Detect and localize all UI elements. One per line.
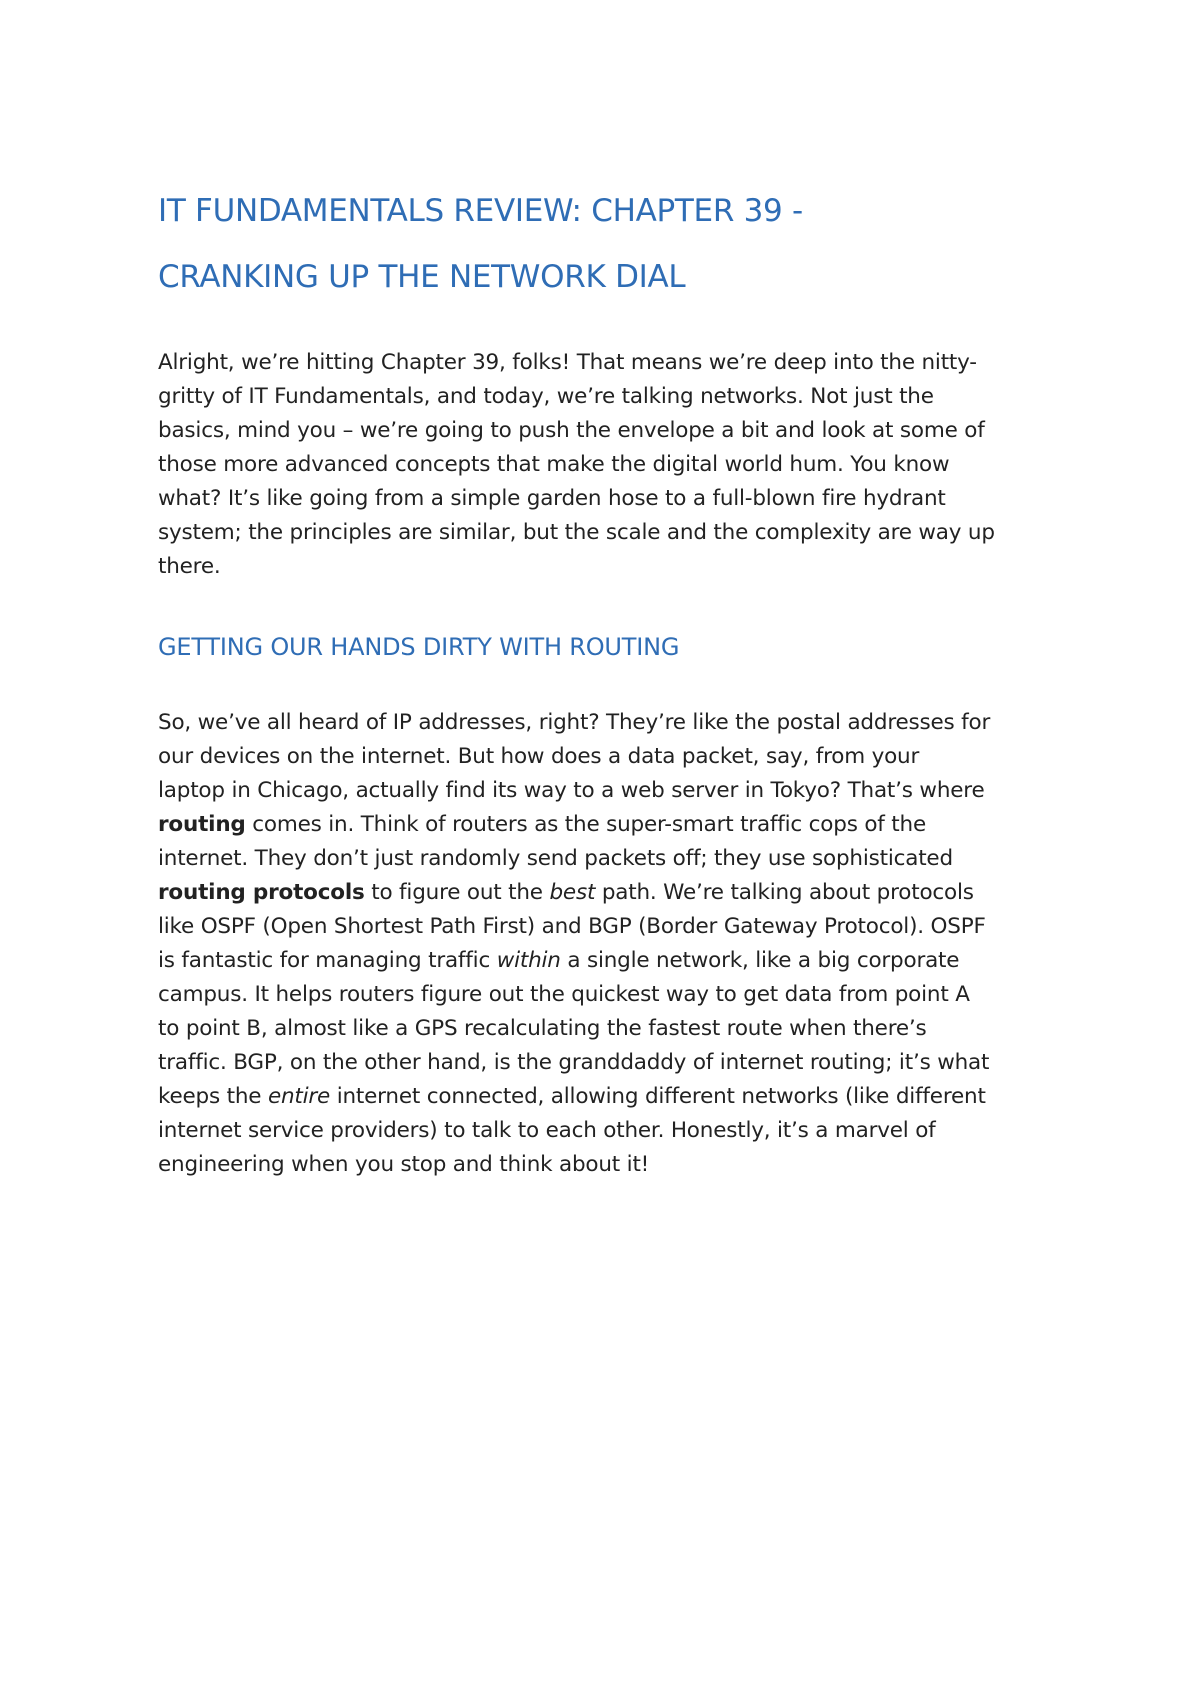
routing-line [158, 808, 1058, 842]
routing-paragraph [158, 706, 1058, 1182]
routing-line: campus. It helps routers figure out the quickest way to get data from point A [158, 982, 970, 1007]
intro-line: Alright, we’re hitting Chapter 39, folks! That means we’re deep into the nitty- [158, 350, 977, 375]
title-line: CRANKING UP THE NETWORK DIAL [158, 259, 686, 295]
intro-paragraph [158, 346, 1058, 584]
routing-line: engineering when you stop and think about it! [158, 1152, 650, 1177]
title-line: IT FUNDAMENTALS REVIEW: CHAPTER 39 - [158, 193, 803, 229]
intro-line: those more advanced concepts that make the digital world hum. You know [158, 452, 950, 477]
routing-line: internet. They don’t just randomly send packets off; they use sophisticated [158, 846, 953, 871]
routing-line [158, 944, 1058, 978]
routing-text: is fantastic for managing traffic [158, 948, 497, 973]
routing-text: internet connected, allowing different networks (like different [330, 1084, 986, 1109]
italic-term-within: within [496, 948, 561, 973]
intro-line: gritty of IT Fundamentals, and today, we’re talking networks. Not just the [158, 384, 934, 409]
routing-text: a single network, like a big corporate [560, 948, 960, 973]
routing-line: like OSPF (Open Shortest Path First) and BGP (Border Gateway Protocol). OSPF [158, 914, 986, 939]
bold-term-routing: routing [158, 812, 246, 837]
page-title [158, 178, 1058, 310]
routing-line: our devices on the internet. But how does a data packet, say, from your [158, 744, 920, 769]
section-heading-routing: GETTING OUR HANDS DIRTY WITH ROUTING [158, 633, 680, 661]
routing-line [158, 876, 1058, 910]
intro-line: basics, mind you – we’re going to push the envelope a bit and look at some of [158, 418, 985, 443]
routing-text: comes in. Think of routers as the super-smart traffic cops of the [245, 812, 926, 837]
italic-term-entire: entire [267, 1084, 331, 1109]
routing-line: So, we’ve all heard of IP addresses, right? They’re like the postal addresses for [158, 710, 991, 735]
routing-line: traffic. BGP, on the other hand, is the granddaddy of internet routing; it’s what [158, 1050, 990, 1075]
routing-text: to figure out the [364, 880, 550, 905]
routing-text: keeps the [158, 1084, 268, 1109]
routing-line: internet service providers) to talk to each other. Honestly, it’s a marvel of [158, 1118, 936, 1143]
intro-line: what? It’s like going from a simple garden hose to a full-blown fire hydrant [158, 486, 946, 511]
bold-term-routing-protocols: routing protocols [158, 880, 365, 905]
intro-line: there. [158, 554, 221, 579]
document-content [158, 178, 1058, 1182]
routing-line: laptop in Chicago, actually find its way to a web server in Tokyo? That’s where [158, 778, 985, 803]
intro-line: system; the principles are similar, but the scale and the complexity are way up [158, 520, 995, 545]
routing-line: to point B, almost like a GPS recalculating the fastest route when there’s [158, 1016, 927, 1041]
routing-text: path. We’re talking about protocols [595, 880, 974, 905]
italic-term-best: best [549, 880, 596, 905]
routing-line [158, 1080, 1058, 1114]
